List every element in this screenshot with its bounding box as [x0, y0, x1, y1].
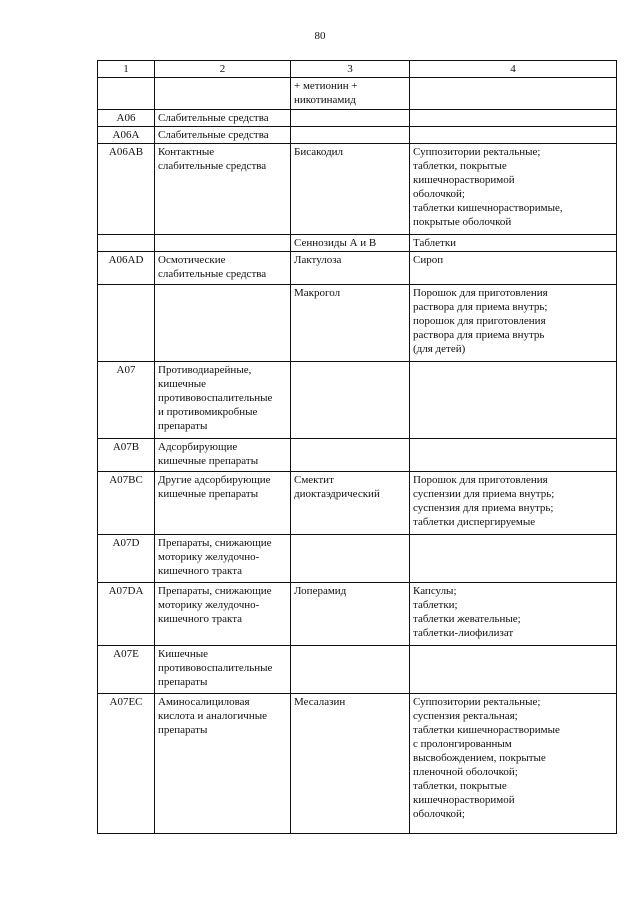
substance-cell — [291, 646, 410, 694]
group-name-cell: Кишечные противовоспалительные препараты — [155, 646, 291, 694]
atc-code-cell — [98, 235, 155, 252]
substance-cell — [291, 110, 410, 127]
atc-code-cell: A07 — [98, 362, 155, 439]
group-name-cell: Адсорбирующие кишечные препараты — [155, 439, 291, 472]
group-name-cell — [155, 78, 291, 110]
page-number: 80 — [314, 30, 326, 42]
substance-cell — [291, 362, 410, 439]
dosage-forms-cell — [410, 127, 617, 144]
table-row — [98, 362, 617, 439]
group-name-cell: Осмотические слабительные средства — [155, 252, 291, 285]
dosage-forms-cell: Порошок для приготовления раствора для приема внутрь; порошок для приготовления раствора для приема внутрь (для детей) — [410, 285, 617, 362]
dosage-forms-cell: Таблетки — [410, 235, 617, 252]
substance-cell: Лоперамид — [291, 583, 410, 646]
atc-code-cell: A07DA — [98, 583, 155, 646]
atc-code-cell: A06AD — [98, 252, 155, 285]
group-name-cell: Препараты, снижающие моторику желудочно- кишечного тракта — [155, 535, 291, 583]
group-name-cell: Контактные слабительные средства — [155, 144, 291, 235]
table-row — [98, 694, 617, 834]
column-header-1: 1 — [98, 61, 155, 78]
column-header-2: 2 — [155, 61, 291, 78]
group-name-cell: Другие адсорбирующие кишечные препараты — [155, 472, 291, 535]
atc-code-cell: A07EC — [98, 694, 155, 834]
substance-cell: + метионин + никотинамид — [291, 78, 410, 110]
substance-cell — [291, 535, 410, 583]
substance-cell: Месалазин — [291, 694, 410, 834]
table-row — [98, 235, 617, 252]
atc-code-cell — [98, 78, 155, 110]
table-row — [98, 110, 617, 127]
dosage-forms-cell: Суппозитории ректальные; суспензия ректальная; таблетки кишечнорастворимые с пролонгированным высвобождением, покрытые пленочной оболочкой; таблетки, покрытые кишечнорастворимой оболочкой; — [410, 694, 617, 834]
table-row — [98, 472, 617, 535]
table-row — [98, 583, 617, 646]
group-name-cell: Противодиарейные, кишечные противовоспалительные и противомикробные препараты — [155, 362, 291, 439]
atc-code-cell: A07D — [98, 535, 155, 583]
atc-code-cell: A06A — [98, 127, 155, 144]
group-name-cell: Аминосалициловая кислота и аналогичные препараты — [155, 694, 291, 834]
atc-code-cell: A06AB — [98, 144, 155, 235]
dosage-forms-cell — [410, 362, 617, 439]
group-name-cell — [155, 285, 291, 362]
table-header-row — [98, 61, 617, 78]
dosage-forms-cell — [410, 439, 617, 472]
dosage-forms-cell: Суппозитории ректальные; таблетки, покрытые кишечнорастворимой оболочкой; таблетки кишечнорастворимые, покрытые оболочкой — [410, 144, 617, 235]
substance-cell: Бисакодил — [291, 144, 410, 235]
substance-cell: Смектит диоктаэдрический — [291, 472, 410, 535]
medication-table — [97, 60, 617, 834]
dosage-forms-cell — [410, 535, 617, 583]
group-name-cell: Препараты, снижающие моторику желудочно- кишечного тракта — [155, 583, 291, 646]
table-row — [98, 646, 617, 694]
substance-cell: Лактулоза — [291, 252, 410, 285]
group-name-cell: Слабительные средства — [155, 110, 291, 127]
table-row — [98, 252, 617, 285]
group-name-cell — [155, 235, 291, 252]
table-row — [98, 127, 617, 144]
column-header-4: 4 — [410, 61, 617, 78]
table-row — [98, 144, 617, 235]
substance-cell — [291, 127, 410, 144]
group-name-cell: Слабительные средства — [155, 127, 291, 144]
dosage-forms-cell: Порошок для приготовления суспензии для приема внутрь; суспензия для приема внутрь; таблетки диспергируемые — [410, 472, 617, 535]
atc-code-cell: A07E — [98, 646, 155, 694]
table-row — [98, 285, 617, 362]
atc-code-cell: A07BC — [98, 472, 155, 535]
atc-code-cell: A06 — [98, 110, 155, 127]
column-header-3: 3 — [291, 61, 410, 78]
table-row — [98, 439, 617, 472]
dosage-forms-cell — [410, 78, 617, 110]
substance-cell: Макрогол — [291, 285, 410, 362]
dosage-forms-cell: Сироп — [410, 252, 617, 285]
dosage-forms-cell — [410, 646, 617, 694]
dosage-forms-cell: Капсулы; таблетки; таблетки жевательные; таблетки-лиофилизат — [410, 583, 617, 646]
atc-code-cell: A07B — [98, 439, 155, 472]
table-row — [98, 535, 617, 583]
substance-cell — [291, 439, 410, 472]
atc-code-cell — [98, 285, 155, 362]
table-row — [98, 78, 617, 110]
substance-cell: Сеннозиды А и В — [291, 235, 410, 252]
dosage-forms-cell — [410, 110, 617, 127]
